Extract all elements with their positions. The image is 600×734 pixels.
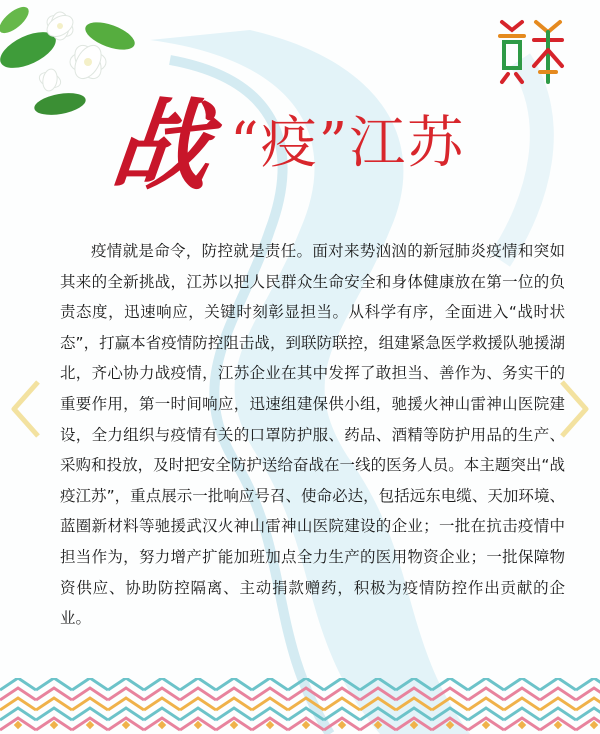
- body-text: [60, 236, 565, 634]
- chevron-left-icon: [8, 378, 42, 440]
- title-subject: [230, 111, 466, 176]
- poster-title: [106, 89, 552, 218]
- title-zhan: 战: [106, 89, 217, 204]
- title-yi: 疫: [260, 111, 319, 176]
- zigzag-border: [0, 678, 600, 734]
- body-paragraph: 疫情就是命令，防控就是责任。面对来势汹汹的新冠肺炎疫情和突如其来的全新挑战，江苏以把人民群众生命安全和身体健康放在第一位的负责态度，迅速响应，关键时刻彰显担当。从科学有序，全面进入“战时状态”，打赢本省疫情防控阻击战，到联防联控，组建紧急医学救援队驰援湖北，齐心协力战疫情，江苏企业在其中发挥了敢担当、善作为、务实干的重要作用，第一时间响应，迅速组建保供小组，驰援火神山雷神山医院建设，全力组织与疫情有关的口罩防护服、药品、酒精等防护用品的生产、采购和投放，及时把安全防护送给奋战在一线的医务人员。本主题突出“战疫江苏”，重点展示一批响应号召、使命必达，包括远东电缆、天加环境、蓝圈新材料等驰援武汉火神山雷神山医院建设的企业；一批在抗击疫情中担当作为，努力增产扩能加班加点全力生产的医用物资企业；一批保障物资供应、协助防控隔离、主动捐款赠药，积极为疫情防控作出贡献的企业。: [60, 242, 565, 628]
- title-close-quote: ”: [318, 111, 350, 176]
- title-open-quote: “: [230, 111, 261, 176]
- title-place: 江苏: [349, 111, 466, 176]
- brand-logo-icon: [494, 16, 568, 86]
